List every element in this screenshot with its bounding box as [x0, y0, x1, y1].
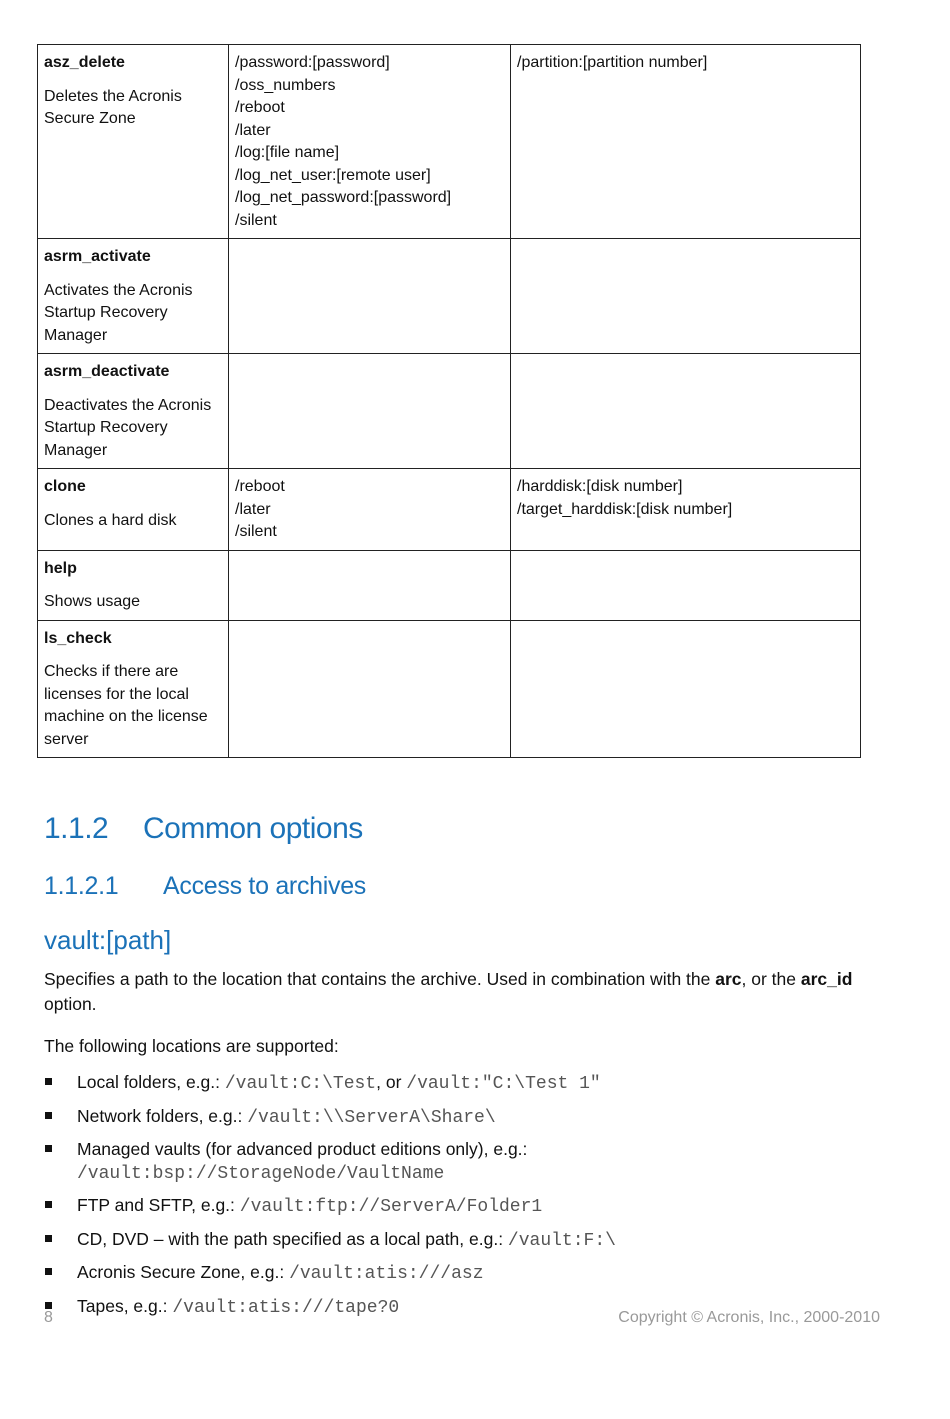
- code-example: /vault:atis:///asz: [289, 1264, 484, 1284]
- option-line: /log:[file name]: [235, 144, 340, 161]
- command-cell: [38, 45, 229, 239]
- command-description: Checks if there are licenses for the local machine on the license server: [44, 663, 208, 748]
- bullet-icon: [45, 1145, 52, 1152]
- page-number: 8: [44, 1309, 53, 1326]
- copyright-notice: Copyright © Acronis, Inc., 2000-2010: [618, 1309, 880, 1326]
- option-description: [44, 967, 874, 1017]
- section-heading: [44, 812, 363, 846]
- command-name: asz_delete: [44, 54, 125, 71]
- option-line: /oss_numbers: [235, 76, 336, 94]
- code-example: /vault:F:\: [507, 1230, 616, 1251]
- item-text: CD, DVD – with the path specified as a local path, e.g.:: [77, 1228, 508, 1249]
- parameters-cell: [511, 239, 861, 354]
- arc-option-name: arc: [715, 969, 742, 989]
- options-cell: [229, 550, 511, 620]
- bullet-icon: [45, 1201, 52, 1208]
- subsection-heading: [44, 872, 366, 901]
- table-row: [38, 550, 861, 620]
- bullet-icon: [45, 1235, 52, 1242]
- command-name: asrm_activate: [44, 248, 151, 265]
- list-item: [44, 1228, 884, 1253]
- item-text: Acronis Secure Zone, e.g.:: [77, 1262, 290, 1282]
- options-cell: [229, 469, 511, 551]
- option-line: /later: [235, 121, 271, 139]
- options-cell: [229, 620, 511, 758]
- locations-list: [44, 1071, 884, 1328]
- command-name: asrm_deactivate: [44, 363, 170, 380]
- commands-table-body: [38, 45, 861, 758]
- list-item: [44, 1071, 884, 1096]
- item-text: Network folders, e.g.:: [77, 1105, 248, 1126]
- code-example: /vault:atis:///tape?0: [172, 1297, 400, 1318]
- command-cell: [38, 550, 229, 620]
- command-cell: [38, 469, 229, 551]
- section-title: Common options: [143, 812, 363, 845]
- item-text: Managed vaults (for advanced product editions only), e.g.:: [77, 1139, 528, 1159]
- option-line: /log_net_user:[remote user]: [235, 166, 431, 184]
- option-heading: vault:[path]: [44, 925, 172, 955]
- option-line: /silent: [235, 523, 277, 540]
- option-line: /password:[password]: [235, 54, 390, 71]
- command-name: ls_check: [44, 629, 112, 647]
- command-description: Deactivates the Acronis Startup Recovery Manager: [44, 396, 212, 459]
- bullet-icon: [45, 1112, 52, 1119]
- code-example: /vault:C:\Test: [224, 1074, 377, 1094]
- code-example: /vault:\\ServerA\Share\: [247, 1107, 496, 1128]
- option-line: /reboot: [235, 478, 285, 495]
- option-line: /reboot: [235, 99, 285, 116]
- parameters-cell: [511, 620, 861, 758]
- code-example: /vault:bsp://StorageNode/VaultName: [77, 1163, 445, 1184]
- bullet-icon: [45, 1078, 52, 1085]
- item-text: Tapes, e.g.:: [77, 1295, 173, 1316]
- arc-id-option-name: arc_id: [800, 969, 853, 989]
- command-name: help: [44, 559, 77, 577]
- bullet-icon: [45, 1302, 52, 1309]
- bullet-icon: [45, 1268, 52, 1275]
- options-cell: [229, 354, 511, 469]
- commands-table: [37, 44, 861, 758]
- subsection-number: 1.1.2.1: [44, 872, 119, 900]
- option-line: /log_net_password:[password]: [235, 189, 452, 206]
- parameters-cell: [511, 45, 861, 239]
- list-item: [44, 1138, 884, 1185]
- parameters-cell: [511, 469, 861, 551]
- code-example: /vault:ftp://ServerA/Folder1: [239, 1197, 543, 1217]
- section-number: 1.1.2: [44, 812, 109, 845]
- table-row: [38, 469, 861, 551]
- table-row: [38, 620, 861, 758]
- table-row: [38, 45, 861, 239]
- item-text: FTP and SFTP, e.g.:: [77, 1195, 240, 1215]
- list-item: [44, 1105, 884, 1130]
- parameter-line: /partition:[partition number]: [517, 54, 708, 71]
- command-cell: [38, 354, 229, 469]
- subsection-title: Access to archives: [163, 872, 367, 900]
- item-text: , or: [376, 1072, 407, 1092]
- parameter-line: /harddisk:[disk number]: [517, 478, 683, 495]
- table-row: [38, 354, 861, 469]
- list-item: [44, 1261, 884, 1286]
- command-description: Deletes the Acronis Secure Zone: [44, 87, 182, 127]
- list-item: [44, 1194, 884, 1219]
- command-cell: [38, 620, 229, 758]
- description-text-b: , or the: [741, 969, 801, 989]
- parameter-line: /target_harddisk:[disk number]: [517, 500, 733, 518]
- command-description: Clones a hard disk: [44, 511, 177, 529]
- command-description: Shows usage: [44, 593, 141, 610]
- command-description: Activates the Acronis Startup Recovery Manager: [44, 281, 193, 344]
- command-name: clone: [44, 478, 86, 495]
- table-row: [38, 239, 861, 354]
- supported-locations-intro: The following locations are supported:: [44, 1036, 339, 1056]
- parameters-cell: [511, 354, 861, 469]
- options-cell: [229, 239, 511, 354]
- options-cell: [229, 45, 511, 239]
- description-text-c: option.: [44, 994, 97, 1014]
- code-example: /vault:"C:\Test 1": [406, 1074, 601, 1094]
- command-cell: [38, 239, 229, 354]
- option-line: /silent: [235, 211, 277, 229]
- option-line: /later: [235, 500, 271, 518]
- description-text-a: Specifies a path to the location that contains the archive. Used in combination with the: [44, 969, 716, 989]
- parameters-cell: [511, 550, 861, 620]
- item-text: Local folders, e.g.:: [77, 1072, 225, 1092]
